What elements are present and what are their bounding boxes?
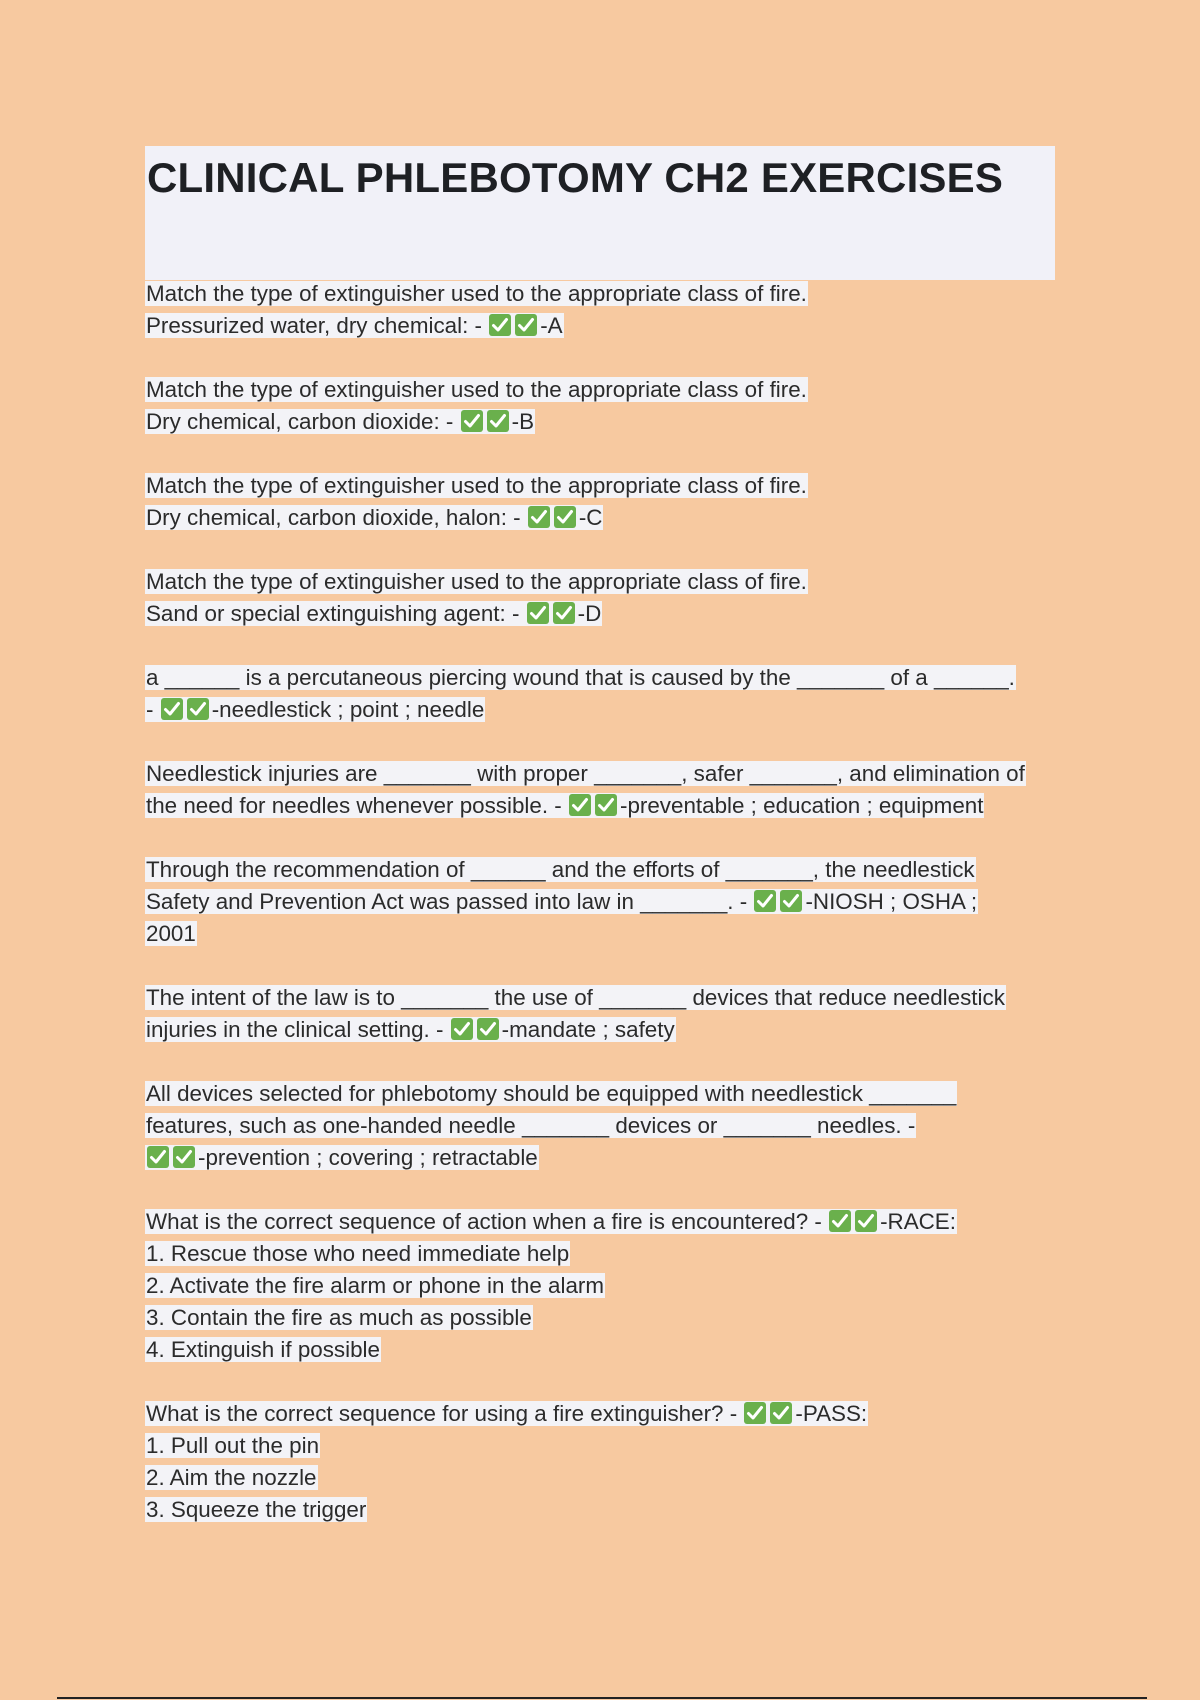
answer-text: -prevention ; covering ; retractable	[198, 1145, 538, 1170]
check-icon	[743, 1401, 767, 1425]
qa-item	[145, 278, 1065, 342]
answer-text: -PASS:	[795, 1401, 868, 1426]
check-icon	[460, 409, 484, 433]
answer-text: -needlestick ; point ; needle	[211, 697, 485, 722]
question-text: Match the type of extinguisher used to the appropriate class of fire.	[146, 473, 807, 498]
question-text: -	[146, 697, 154, 722]
question-text: Match the type of extinguisher used to the appropriate class of fire.	[146, 377, 807, 402]
answer-text: -RACE:	[880, 1209, 956, 1234]
question-text: a ______ is a percutaneous piercing wound that is caused by the _______ of a ______.	[146, 665, 1015, 690]
answer-text: -mandate ; safety	[501, 1017, 675, 1042]
check-icon	[486, 409, 510, 433]
document-title: CLINICAL PHLEBOTOMY CH2 EXERCISES	[147, 154, 1004, 201]
question-text: Safety and Prevention Act was passed into law in _______. -	[146, 889, 748, 914]
check-icon	[172, 1145, 196, 1169]
step-text: 1. Rescue those who need immediate help	[146, 1241, 570, 1266]
qa-item	[145, 1206, 1065, 1366]
question-text: Sand or special extinguishing agent: -	[146, 601, 520, 626]
question-text: Match the type of extinguisher used to the appropriate class of fire.	[146, 569, 807, 594]
footer-rule	[57, 1697, 1147, 1699]
question-text: Pressurized water, dry chemical: -	[146, 313, 482, 338]
qa-item	[145, 982, 1065, 1046]
check-icon	[450, 1017, 474, 1041]
qa-item	[145, 662, 1065, 726]
check-icon	[594, 793, 618, 817]
step-text: 2. Aim the nozzle	[146, 1465, 317, 1490]
question-text: Dry chemical, carbon dioxide: -	[146, 409, 454, 434]
check-icon	[514, 313, 538, 337]
qa-item	[145, 1398, 1065, 1526]
title-box	[145, 146, 1055, 280]
check-icon	[476, 1017, 500, 1041]
check-icon	[769, 1401, 793, 1425]
check-icon	[828, 1209, 852, 1233]
check-icon	[753, 889, 777, 913]
qa-item	[145, 1078, 1065, 1174]
check-icon	[146, 1145, 170, 1169]
check-icon	[488, 313, 512, 337]
step-text: 2. Activate the fire alarm or phone in the alarm	[146, 1273, 605, 1298]
check-icon	[779, 889, 803, 913]
question-text: All devices selected for phlebotomy should be equipped with needlestick _______	[146, 1081, 957, 1106]
answer-text: -D	[577, 601, 602, 626]
answer-text: -NIOSH ; OSHA ;	[805, 889, 978, 914]
question-text: Needlestick injuries are _______ with proper _______, safer _______, and elimination of	[146, 761, 1025, 786]
qa-item	[145, 854, 1065, 950]
answer-text: -C	[578, 505, 603, 530]
question-text: injuries in the clinical setting. -	[146, 1017, 444, 1042]
answer-text: 2001	[146, 921, 196, 946]
question-text: features, such as one-handed needle _______ devices or _______ needles. -	[146, 1113, 916, 1138]
check-icon	[552, 601, 576, 625]
qa-item	[145, 374, 1065, 438]
qa-item	[145, 758, 1065, 822]
check-icon	[568, 793, 592, 817]
question-text: Through the recommendation of ______ and the efforts of _______, the needlestick	[146, 857, 975, 882]
check-icon	[553, 505, 577, 529]
step-text: 4. Extinguish if possible	[146, 1337, 380, 1362]
question-text: Dry chemical, carbon dioxide, halon: -	[146, 505, 521, 530]
step-text: 3. Squeeze the trigger	[146, 1497, 367, 1522]
check-icon	[160, 697, 184, 721]
question-text: The intent of the law is to _______ the use of _______ devices that reduce needlestick	[146, 985, 1005, 1010]
qa-list	[145, 278, 1065, 1558]
qa-item	[145, 470, 1065, 534]
question-text: Match the type of extinguisher used to the appropriate class of fire.	[146, 281, 807, 306]
step-text: 3. Contain the fire as much as possible	[146, 1305, 532, 1330]
answer-text: -B	[511, 409, 534, 434]
answer-text: -A	[540, 313, 563, 338]
check-icon	[854, 1209, 878, 1233]
answer-text: -preventable ; education ; equipment	[619, 793, 984, 818]
check-icon	[186, 697, 210, 721]
question-text: What is the correct sequence of action when a fire is encountered? -	[146, 1209, 822, 1234]
question-text: What is the correct sequence for using a fire extinguisher? -	[146, 1401, 738, 1426]
check-icon	[526, 601, 550, 625]
question-text: the need for needles whenever possible. -	[146, 793, 562, 818]
qa-item	[145, 566, 1065, 630]
check-icon	[527, 505, 551, 529]
step-text: 1. Pull out the pin	[146, 1433, 320, 1458]
